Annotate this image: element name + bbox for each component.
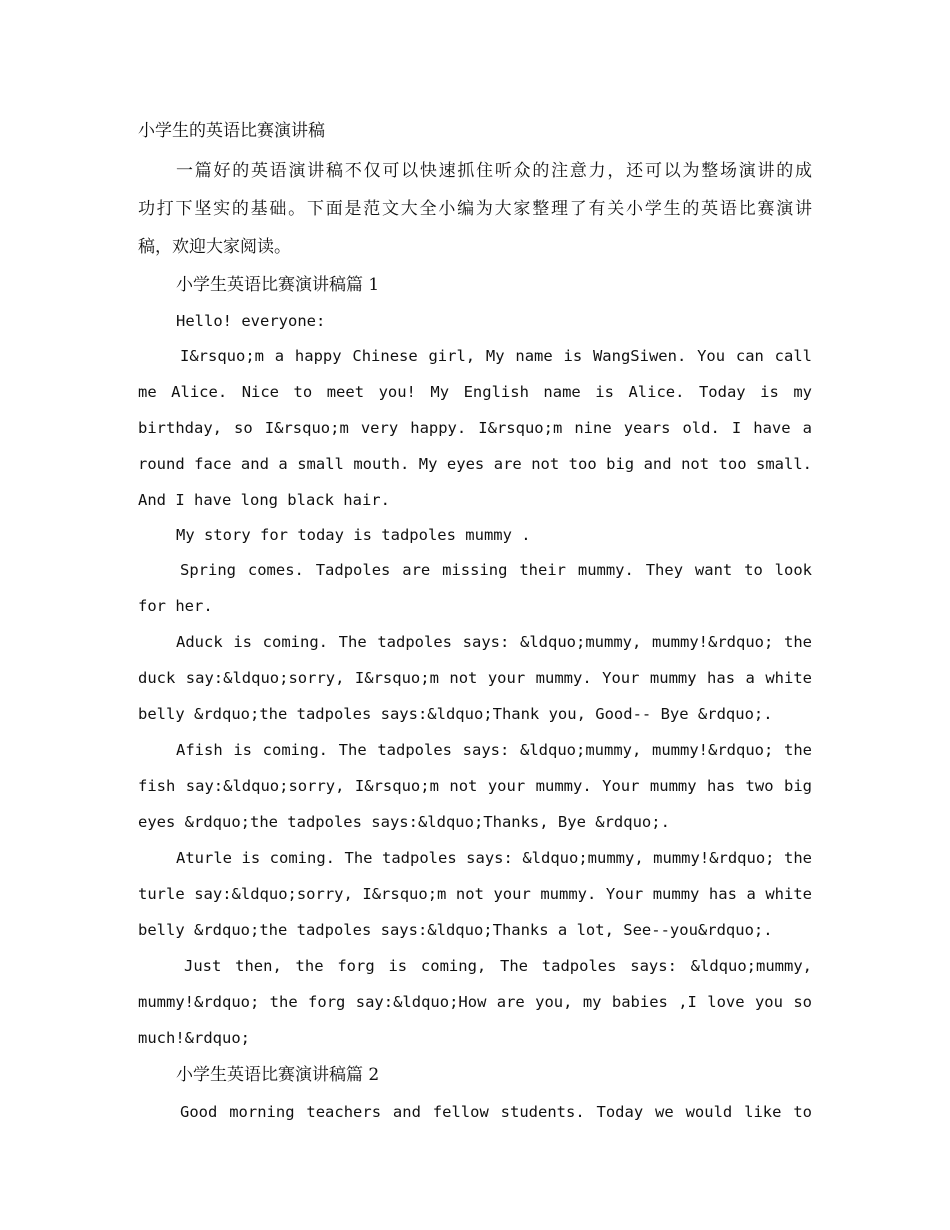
intro-line-2: 功打下坚实的基础。下面是范文大全小编为大家整理了有关小学生的英语比赛演讲 [138, 199, 812, 219]
para1-line-4: round face and a small mouth. My eyes are not too big and not too small. [138, 455, 812, 473]
document-page [138, 118, 812, 1130]
intro-line-1: 一篇好的英语演讲稿不仅可以快速抓住听众的注意力，还可以为整场演讲的成 [176, 161, 812, 181]
para5-line-3: belly &rdquo;the tadpoles says:&ldquo;Thanks a lot, See--you&rdquo;. [138, 921, 773, 939]
para4-line-3: eyes &rdquo;the tadpoles says:&ldquo;Thanks, Bye &rdquo;. [138, 813, 670, 831]
para1-line-2: me Alice. Nice to meet you! My English name is Alice. Today is my [138, 383, 812, 401]
greeting-line: Hello! everyone: [176, 312, 326, 330]
para3-line-2: duck say:&ldquo;sorry, I&rsquo;m not your mummy. Your mummy has a white [138, 669, 812, 687]
para6-line-2: mummy!&rdquo; the forg say:&ldquo;How are you, my babies ,I love you so [138, 993, 812, 1011]
para3-line-1: Aduck is coming. The tadpoles says: &ldquo;mummy, mummy!&rdquo; the [176, 633, 812, 651]
para2-line-2: for her. [138, 597, 213, 615]
document-title: 小学生的英语比赛演讲稿 [138, 121, 325, 141]
section-1-heading: 小学生英语比赛演讲稿篇 1 [176, 275, 380, 295]
story-intro: My story for today is tadpoles mummy . [176, 526, 531, 544]
para6-line-1: Just then, the forg is coming, The tadpoles says: &ldquo;mummy, [184, 957, 812, 975]
para6-line-3: much!&rdquo; [138, 1029, 250, 1047]
para5-line-1: Aturle is coming. The tadpoles says: &ldquo;mummy, mummy!&rdquo; the [176, 849, 812, 867]
para5-line-2: turle say:&ldquo;sorry, I&rsquo;m not your mummy. Your mummy has a white [138, 885, 812, 903]
para4-line-1: Afish is coming. The tadpoles says: &ldquo;mummy, mummy!&rdquo; the [176, 741, 812, 759]
para2-line-1: Spring comes. Tadpoles are missing their mummy. They want to look [180, 561, 812, 579]
intro-line-3: 稿，欢迎大家阅读。 [138, 237, 291, 257]
para4-line-2: fish say:&ldquo;sorry, I&rsquo;m not your mummy. Your mummy has two big [138, 777, 812, 795]
para1-line-3: birthday, so I&rsquo;m very happy. I&rsquo;m nine years old. I have a [138, 419, 812, 437]
para3-line-3: belly &rdquo;the tadpoles says:&ldquo;Thank you, Good-- Bye &rdquo;. [138, 705, 773, 723]
para1-line-1: I&rsquo;m a happy Chinese girl, My name is WangSiwen. You can call [180, 347, 812, 365]
section-2-heading: 小学生英语比赛演讲稿篇 2 [176, 1065, 380, 1085]
para7-line-1: Good morning teachers and fellow students. Today we would like to [180, 1103, 812, 1121]
para1-line-5: And I have long black hair. [138, 491, 390, 509]
